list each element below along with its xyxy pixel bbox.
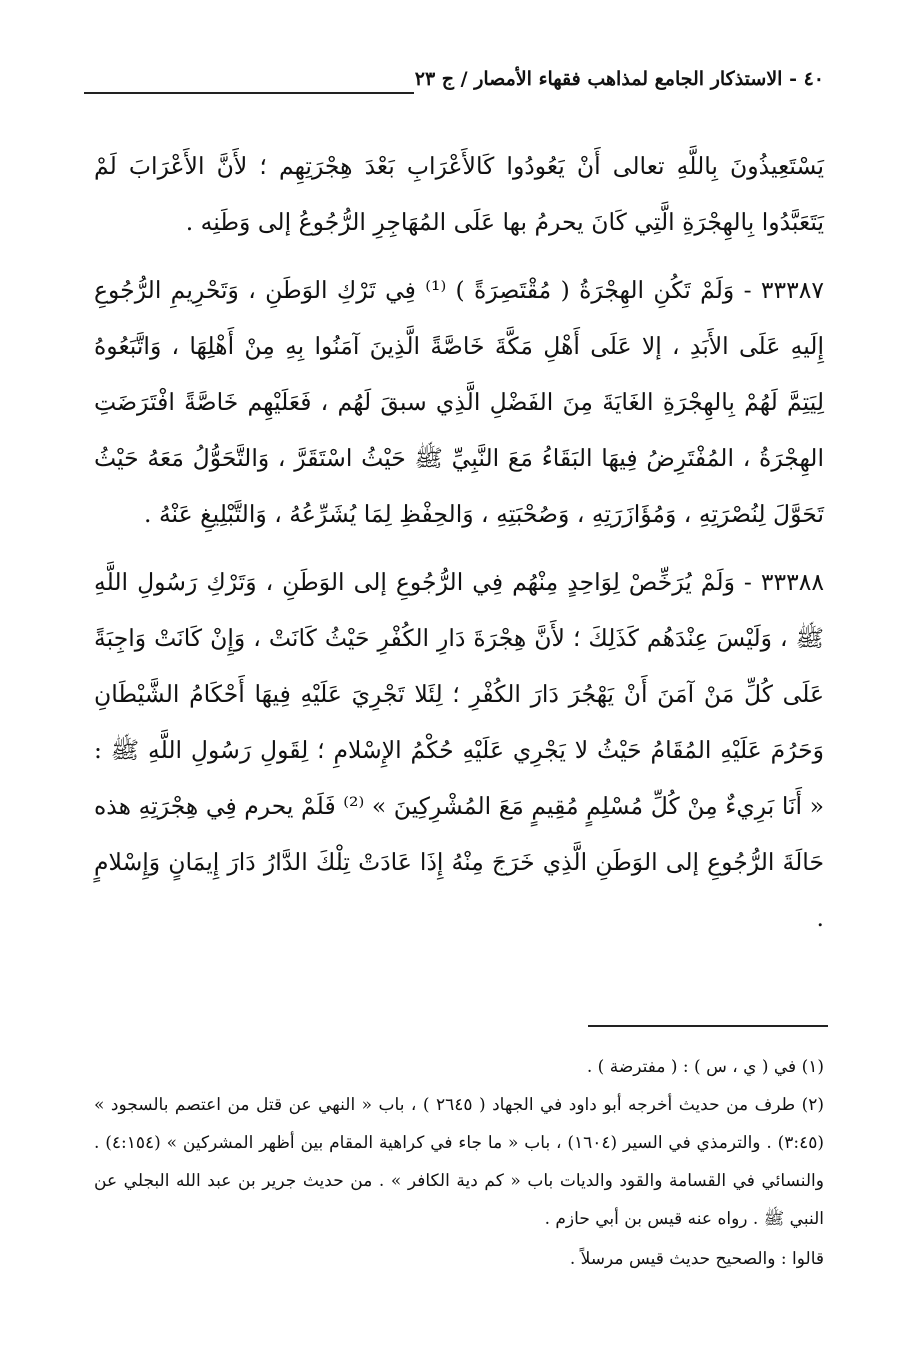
footnote-2-continuation: قالوا : والصحيح حديث قيس مرسلاً . [569, 1249, 824, 1269]
main-text [94, 138, 824, 958]
paragraph-33387: ٣٣٣٨٧ - وَلَمْ تَكُنِ الهِجْرَةُ ( مُقْتَصِرَةً ) ⁽¹⁾ فِي تَرْكِ الوَطَنِ ، وَتَحْرِيمِ الرُّجُوعِ إِلَيهِ عَلَى الأَبَدِ ، إلا عَلَى أَهْلِ مَكَّةَ خَاصَّةً الَّذِينَ آمَنُوا بِهِ مِنْ أَهْلِهَا ، وَاتَّبَعُوهُ لِيَتِمَّ لَهُمْ بِالهِجْرَةِ الغَايَةَ مِنَ الفَضْلِ الَّذِي سبقَ لَهُم ، فَعَلَيْهِم خَاصَّةً افْتَرَضَتِ الهِجْرَةُ ، المُفْتَرِضُ فِيهَا البَقَاءُ مَعَ النَّبِيِّ ﷺ حَيْثُ اسْتَقَرَّ ، وَالتَّحَوُّلُ مَعَهُ حَيْثُ تَحَوَّلَ لِنُصْرَتِهِ ، وَمُؤَازَرَتِهِ ، وَصُحْبَتِهِ ، وَالحِفْظِ لِمَا يُشَرِّعُهُ ، وَالتَّبْلِيغِ عَنْهُ . [94, 276, 824, 528]
footnote-1: (١) في ( ي ، س ) : ( مفترضة ) . [586, 1057, 824, 1077]
running-head: ٤٠ - الاستذكار الجامع لمذاهب فقهاء الأمصار / ج ٢٣ [414, 68, 824, 90]
footnote-2: (٢) طرف من حديث أخرجه أبو داود في الجهاد ( ٢٦٤٥ ) ، باب « النهي عن قتل من اعتصم بالسجود » (٣:٤٥) . والترمذي في السير (١٦٠٤) ، باب « ما جاء في كراهية المقام بين أظهر المشركين » (٤:١٥٤) . والنسائي في القسامة والقود والديات باب « كم دية الكافر » . من حديث جرير بن عبد الله البجلي عن النبي ﷺ . رواه عنه قيس بن أبي حازم . [94, 1095, 825, 1229]
paragraph-continuation: يَسْتَعِيذُونَ بِاللَّهِ تعالى أَنْ يَعُودُوا كَالأَعْرَابِ بَعْدَ هِجْرَتِهِم ؛ لأَنَّ الأَعْرَابَ لَمْ يَتَعَبَّدُوا بِالهِجْرَةِ الَّتِي كَانَ يحرمُ بها عَلَى المُهَاجِرِ الرُّجُوعُ إلى وَطَنِه . [94, 152, 824, 236]
header-rule [84, 92, 414, 94]
paragraph-33388: ٣٣٣٨٨ - وَلَمْ يُرَخِّصْ لِوَاحِدٍ مِنْهُم فِي الرُّجُوعِ إلى الوَطَنِ ، وَتَرْكِ رَسُولِ اللَّهِ ﷺ ، وَلَيْسَ عِنْدَهُم كَذَلِكَ ؛ لأَنَّ هِجْرَةَ دَارِ الكُفْرِ حَيْثُ كَانَتْ ، وَإِنْ كَانَتْ وَاجِبَةً عَلَى كُلِّ مَنْ آمَنَ أَنْ يَهْجُرَ دَارَ الكُفْرِ ؛ لِئَلا تَجْرِيَ عَلَيْهِ فِيهَا أَحْكَامُ الشَّيْطَانِ وَحَرُمَ عَلَيْهِ المُقَامُ حَيْثُ لا يَجْرِي عَلَيْهِ حُكْمُ الإِسْلامِ ؛ لِقَولِ رَسُولِ اللَّهِ ﷺ : « أَنَا بَرِيءٌ مِنْ كُلِّ مُسْلِمٍ مُقِيمٍ مَعَ المُشْرِكِينَ » ⁽²⁾ فَلَمْ يحرم فِي هِجْرَتِهِ هذه حَالَةَ الرُّجُوعِ إلى الوَطَنِ الَّذِي خَرَجَ مِنْهُ إِذَا عَادَتْ تِلْكَ الدَّارُ دَارَ إِيمَانٍ وَإِسْلامٍ . [94, 568, 825, 932]
page-header [84, 68, 824, 108]
footnote-rule [588, 1025, 828, 1027]
footnotes [94, 1048, 824, 1278]
